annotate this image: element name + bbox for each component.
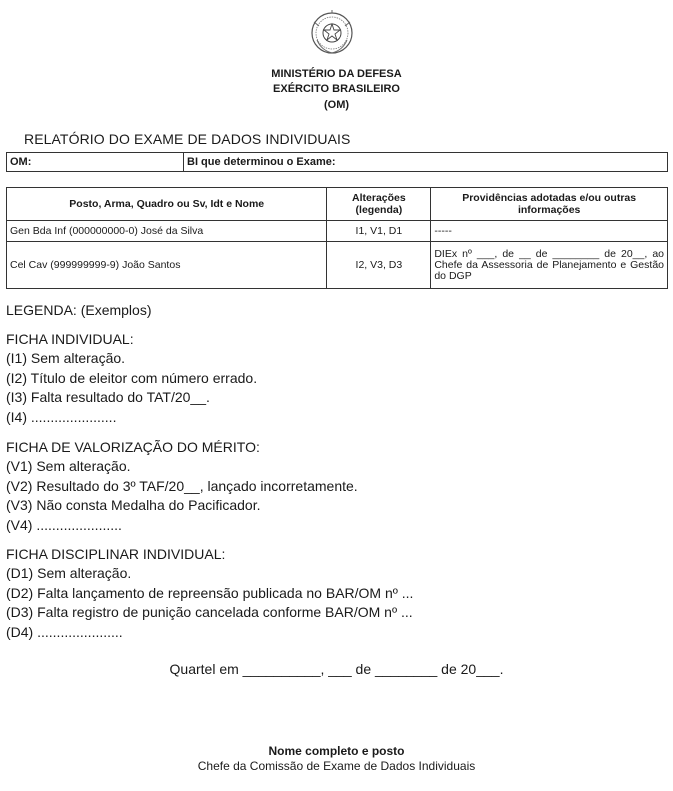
cell-name: Gen Bda Inf (000000000-0) José da Silva (7, 221, 327, 242)
table-header-row (7, 188, 668, 221)
col-header-alt: Alterações (legenda) (327, 188, 431, 221)
table-row (7, 221, 668, 242)
cell-alt: I2, V3, D3 (327, 242, 431, 289)
om-cell (7, 153, 184, 171)
section-title: FICHA INDIVIDUAL: (6, 331, 134, 347)
list-item: (I4) ...................... (6, 408, 117, 425)
list-item: (I1) Sem alteração. (6, 350, 126, 367)
table-row (7, 242, 668, 289)
section-title: FICHA DISCIPLINAR INDIVIDUAL: (6, 546, 226, 562)
quartel-date-line: Quartel em __________, ___ de ________ de 20___. (169, 661, 504, 677)
cell-name: Cel Cav (999999999-9) João Santos (7, 242, 327, 289)
section-ficha-disciplinar (6, 545, 413, 642)
section-ficha-merito (6, 438, 358, 535)
om-label: OM: (10, 156, 32, 168)
list-item: (V1) Sem alteração. (6, 458, 131, 475)
header-army: EXÉRCITO BRASILEIRO (273, 83, 400, 95)
col-header-name: Posto, Arma, Quadro ou Sv, Idt e Nome (7, 188, 327, 221)
section-ficha-individual (6, 330, 257, 427)
section-title: FICHA DE VALORIZAÇÃO DO MÉRITO: (6, 439, 260, 455)
col-header-prov: Providências adotadas e/ou outras informações (431, 188, 668, 221)
list-item: (D3) Falta registro de punição cancelada conforme BAR/OM nº ... (6, 604, 413, 621)
list-item: (V2) Resultado do 3º TAF/20__, lançado incorretamente. (6, 477, 358, 494)
list-item: (I2) Título de eleitor com número errado. (6, 369, 258, 386)
header-om: (OM) (323, 99, 350, 111)
list-item: (V3) Não consta Medalha do Pacificador. (6, 497, 261, 514)
report-title: RELATÓRIO DO EXAME DE DADOS INDIVIDUAIS (24, 131, 351, 147)
signature-role: Chefe da Comissão de Exame de Dados Individuais (197, 759, 476, 773)
cell-prov: DIEx nº ___, de __ de ________ de 20__, ao Chefe da Assessoria de Planejamento e Gestão do DGP (431, 242, 668, 289)
list-item: (D2) Falta lançamento de repreensão publicada no BAR/OM nº ... (6, 584, 414, 601)
signature-name: Nome completo e posto (268, 744, 405, 758)
list-item: (V4) ...................... (6, 516, 122, 533)
cell-prov: ----- (431, 221, 668, 242)
header-ministry: MINISTÉRIO DA DEFESA (271, 68, 402, 80)
data-table (6, 187, 668, 289)
bi-cell: BI que determinou o Exame: (187, 156, 336, 168)
om-info-table (6, 152, 668, 172)
coat-of-arms-emblem-icon (309, 10, 355, 56)
list-item: (I3) Falta resultado do TAT/20__. (6, 389, 210, 406)
legend-title: LEGENDA: (Exemplos) (6, 302, 152, 318)
list-item: (D1) Sem alteração. (6, 565, 132, 582)
list-item: (D4) ...................... (6, 623, 123, 640)
cell-alt: I1, V1, D1 (327, 221, 431, 242)
